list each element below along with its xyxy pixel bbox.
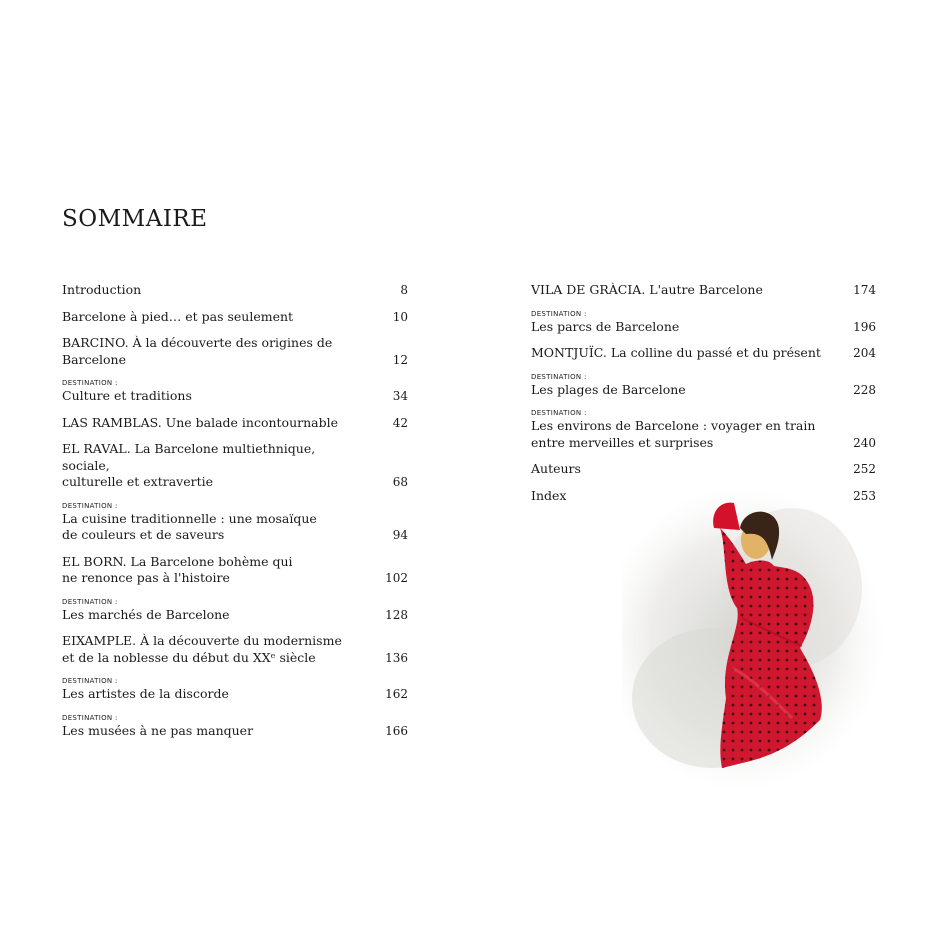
toc-entry-line: La cuisine traditionnelle : une mosaïque xyxy=(62,510,317,526)
toc-entry xyxy=(62,597,408,624)
toc-left-column xyxy=(62,282,408,739)
destination-kicker: DESTINATION : xyxy=(62,597,118,606)
toc-entry-line: Barcelone à pied… et pas seulement xyxy=(62,308,294,324)
toc-entry-title xyxy=(62,335,362,368)
toc-entry-line: EIXAMPLE. À la découverte du modernisme xyxy=(62,633,342,648)
destination-kicker: DESTINATION : xyxy=(531,309,587,318)
toc-entry-line: Index xyxy=(531,487,567,503)
toc-entry-title xyxy=(62,441,362,491)
toc-entry-line: Les environs de Barcelone : voyager en train xyxy=(531,418,816,433)
toc-entry-line: Les marchés de Barcelone xyxy=(62,606,230,622)
toc-entry xyxy=(62,554,408,587)
toc-entry-line: VILA DE GRÀCIA. L'autre Barcelone xyxy=(531,282,763,297)
toc-entry-line: Auteurs xyxy=(531,461,581,476)
toc-entry-line: Introduction xyxy=(62,282,142,297)
destination-kicker: DESTINATION : xyxy=(531,409,587,417)
toc-page-number: 162 xyxy=(385,687,408,701)
toc-entry xyxy=(62,335,408,368)
toc-page-number: 102 xyxy=(385,571,408,585)
toc-entry-line: Les plages de Barcelone xyxy=(531,381,686,397)
toc-entry xyxy=(62,378,408,405)
toc-page-number: 174 xyxy=(853,283,876,297)
toc-page-number: 204 xyxy=(853,346,876,360)
toc-entry-title xyxy=(531,418,831,451)
toc-page-number: 12 xyxy=(392,352,408,367)
toc-entry-title xyxy=(62,633,362,666)
toc-entry xyxy=(531,309,876,336)
destination-kicker: DESTINATION : xyxy=(62,379,118,387)
toc-entry-line: entre merveilles et surprises xyxy=(531,434,714,450)
flamenco-dancer-illustration xyxy=(622,468,912,798)
toc-entry-line: Les musées à ne pas manquer xyxy=(62,722,254,738)
toc-entry-title xyxy=(62,415,362,432)
toc-entry xyxy=(62,501,408,544)
toc-entry xyxy=(531,282,876,299)
toc-entry-line: culturelle et extravertie xyxy=(62,474,214,489)
toc-entry xyxy=(62,633,408,666)
toc-entry xyxy=(62,282,408,299)
toc-page-number: 42 xyxy=(392,415,408,430)
toc-entry xyxy=(62,676,408,703)
destination-kicker: DESTINATION : xyxy=(62,677,118,685)
toc-page-number: 10 xyxy=(392,309,408,324)
toc-entry-title xyxy=(62,723,362,740)
toc-entry xyxy=(62,415,408,432)
toc-entry-line: MONTJUÏC. La colline du passé et du présent xyxy=(531,345,821,360)
toc-entry-line: de couleurs et de saveurs xyxy=(62,527,225,542)
toc-entry-title xyxy=(531,382,831,399)
toc-page-number: 196 xyxy=(853,319,876,334)
destination-kicker: DESTINATION : xyxy=(531,372,587,381)
toc-entry-line: Les parcs de Barcelone xyxy=(531,318,680,334)
page-title: SOMMAIRE xyxy=(62,206,208,232)
toc-page-number: 240 xyxy=(853,435,876,450)
toc-page-number: 8 xyxy=(400,283,408,297)
toc-entry-title xyxy=(531,282,831,299)
toc-entry-title xyxy=(62,388,362,405)
toc-page-number: 94 xyxy=(392,528,408,542)
destination-kicker: DESTINATION : xyxy=(62,713,118,722)
toc-entry-line: ne renonce pas à l'histoire xyxy=(62,570,230,585)
toc-page-number: 128 xyxy=(385,607,408,622)
toc-page-number: 228 xyxy=(853,382,876,397)
toc-entry-title xyxy=(62,282,362,299)
toc-entry-line: BARCINO. À la découverte des origines de Barcelone xyxy=(62,335,333,367)
toc-page-number: 68 xyxy=(392,475,408,489)
toc-entry xyxy=(531,408,876,451)
toc-entry-line: Culture et traditions xyxy=(62,388,192,403)
toc-page-number: 34 xyxy=(392,389,408,403)
toc-entry-line: EL BORN. La Barcelone bohème qui xyxy=(62,553,293,569)
toc-page-number: 252 xyxy=(853,462,876,476)
toc-entry-line: LAS RAMBLAS. Une balade incontournable xyxy=(62,414,339,430)
toc-entry xyxy=(531,345,876,362)
toc-page-number: 136 xyxy=(385,650,408,665)
toc-entry-title xyxy=(531,345,831,362)
toc-entry-title xyxy=(62,309,362,326)
toc-entry xyxy=(62,441,408,491)
toc-entry-line: et de la noblesse du début du XXᵉ siècle xyxy=(62,649,316,665)
toc-entry xyxy=(531,372,876,399)
toc-entry xyxy=(62,309,408,326)
toc-entry-title xyxy=(62,511,362,544)
toc-entry-title xyxy=(62,607,362,624)
toc-entry-title xyxy=(531,319,831,336)
toc-entry-title xyxy=(62,554,362,587)
toc-entry-line: Les artistes de la discorde xyxy=(62,686,229,701)
toc-page-number: 166 xyxy=(385,723,408,738)
toc-page-number: 253 xyxy=(853,488,876,503)
toc-entry-title xyxy=(62,686,362,703)
destination-kicker: DESTINATION : xyxy=(62,501,118,510)
toc-entry-line: EL RAVAL. La Barcelone multiethnique, sociale, xyxy=(62,441,316,473)
toc-entry xyxy=(62,713,408,740)
